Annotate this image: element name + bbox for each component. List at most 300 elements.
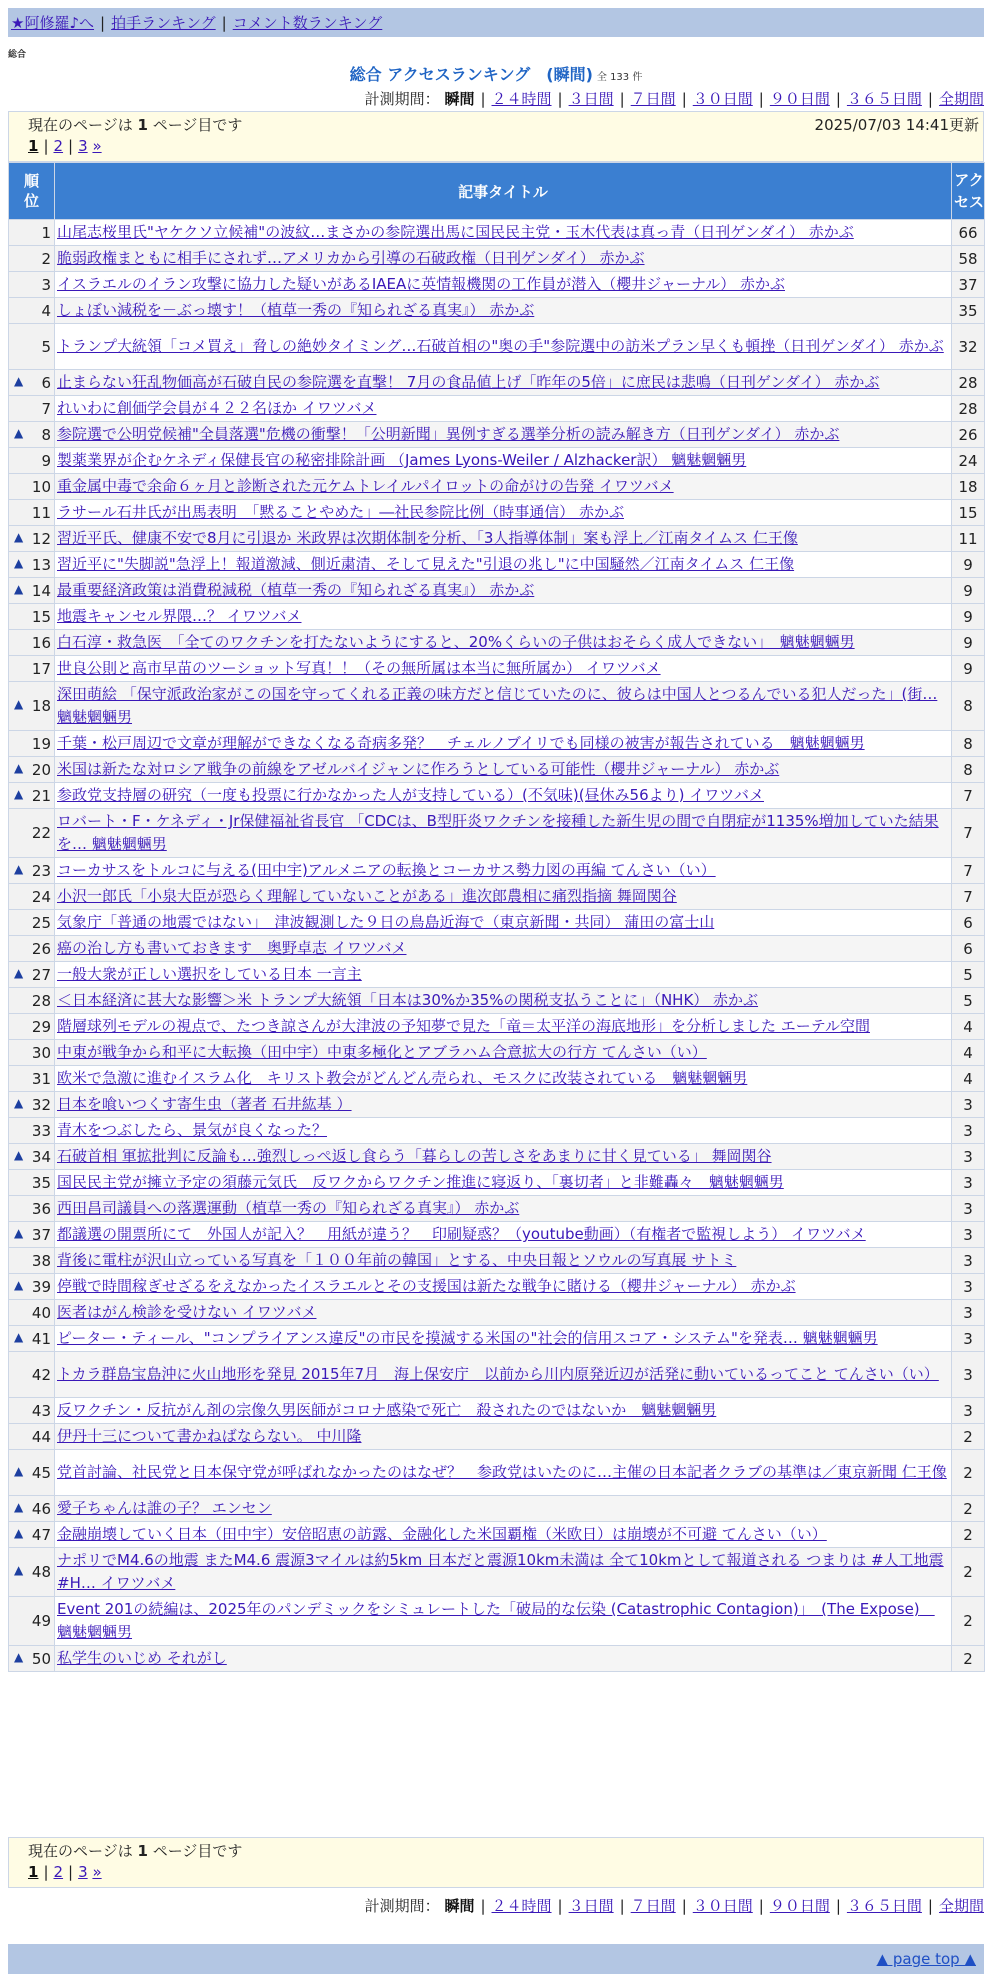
title-cell <box>55 936 952 962</box>
title-cell <box>55 962 952 988</box>
article-title-link[interactable]: ナポリでM4.6の地震 またM4.6 震源3マイルは約5km 日本だと震源10km未満は 全て10kmとして報道される つまりは #人工地震 #H… イワツバメ <box>57 1551 944 1592</box>
article-title-link[interactable]: 石破首相 軍拡批判に反論も…強烈しっぺ返し食らう「暮らしの苦しさをあまりに甘く見ている」 舞岡関谷 <box>57 1147 772 1165</box>
period-separator: | <box>480 1897 486 1915</box>
access-count: 9 <box>952 630 985 656</box>
table-row <box>9 988 985 1014</box>
rank-cell <box>9 630 55 656</box>
rank-number: 43 <box>31 1401 51 1420</box>
pager-page-link[interactable]: 2 <box>53 1863 64 1881</box>
period-option-link[interactable]: ３６５日間 <box>846 1897 922 1915</box>
period-option-link[interactable]: ３０日間 <box>692 1897 753 1915</box>
article-title-link[interactable]: 中東が戦争から和平に大転換（田中宇）中東多極化とアブラハム合意拡大の行方 てんさい（い） <box>57 1043 707 1061</box>
period-separator: | <box>758 90 764 108</box>
period-current: 瞬間 <box>444 1897 475 1915</box>
period-current: 瞬間 <box>444 90 475 108</box>
access-count: 9 <box>952 552 985 578</box>
pager-next-link[interactable]: » <box>92 137 102 155</box>
article-title-link[interactable]: 米国は新たな対ロシア戦争の前線をアゼルバイジャンに作ろうとしている可能性（櫻井ジャーナル） 赤かぶ <box>57 760 780 778</box>
title-cell <box>55 448 952 474</box>
title-cell <box>55 246 952 272</box>
title-cell <box>55 370 952 396</box>
applause-ranking-link[interactable]: 拍手ランキング <box>111 14 216 32</box>
access-count: 2 <box>952 1522 985 1548</box>
up-arrow-icon: ▲ <box>14 555 24 570</box>
rank-number: 35 <box>31 1173 51 1192</box>
article-title-link[interactable]: 愛子ちゃんは誰の子？ エンセン <box>57 1499 272 1517</box>
article-title-link[interactable]: 階層球列モデルの視点で、たつき諒さんが大津波の予知夢で見た「竜＝太平洋の海底地形」を分析しました エーテル空間 <box>57 1017 870 1035</box>
pager-separator: | <box>68 1863 74 1881</box>
table-row <box>9 884 985 910</box>
rank-cell <box>9 988 55 1014</box>
article-title-link[interactable]: 止まらない狂乱物価高が石破自民の参院選を直撃！ 7月の食品値上げ「昨年の5倍」に庶民は悲鳴（日刊ゲンダイ） 赤かぶ <box>57 373 880 391</box>
rank-cell <box>9 1222 55 1248</box>
article-title-link[interactable]: 山尾志桜里氏"ヤケクソ立候補"の波紋…まさかの参院選出馬に国民民主党・玉木代表は真っ青（日刊ゲンダイ） 赤かぶ <box>57 223 854 241</box>
pager-current-page: 1 <box>28 137 39 155</box>
rank-cell <box>9 731 55 757</box>
period-option-link[interactable]: ３日間 <box>568 90 614 108</box>
rank-cell <box>9 783 55 809</box>
title-cell <box>55 396 952 422</box>
article-title-link[interactable]: 一般大衆が正しい選択をしている日本 一言主 <box>57 965 362 983</box>
rank-number: 28 <box>31 991 51 1010</box>
period-separator: | <box>557 90 563 108</box>
rank-cell <box>9 1248 55 1274</box>
up-arrow-icon: ▲ <box>14 1329 24 1344</box>
rank-cell <box>9 1424 55 1450</box>
rank-number: 27 <box>31 965 51 984</box>
article-title-link[interactable]: 白石淳・救急医 「全てのワクチンを打たないようにすると、20%くらいの子供はおそらく成人できない」 魑魅魍魎男 <box>57 633 855 651</box>
current-page-text <box>28 1840 242 1861</box>
article-title-link[interactable]: 日本を喰いつくす寄生虫（著者 石井紘基 ） <box>57 1095 352 1113</box>
pager-page-link[interactable]: 3 <box>78 1863 88 1881</box>
article-title-link[interactable]: 脆弱政権まともに相手にされず…アメリカから引導の石破政権（日刊ゲンダイ） 赤かぶ <box>57 249 645 267</box>
ranking-table <box>8 162 985 1672</box>
access-count: 6 <box>952 910 985 936</box>
article-title-link[interactable]: ＜日本経済に甚大な影響＞米 トランプ大統領「日本は30%か35%の関税支払うことに」（NHK） 赤かぶ <box>57 991 759 1009</box>
period-option-link[interactable]: ９０日間 <box>769 1897 830 1915</box>
page-text-before: 現在のページは <box>28 1842 138 1860</box>
title-cell <box>55 1014 952 1040</box>
table-row <box>9 1066 985 1092</box>
period-separator: | <box>619 90 625 108</box>
rank-number: 26 <box>31 939 51 958</box>
article-title-link[interactable]: 習近平に"失脚説"急浮上！報道激減、側近粛清、そして見えた"引退の兆し"に中国騒然／江南タイムス 仁王像 <box>57 555 795 573</box>
table-row <box>9 757 985 783</box>
page-info-box-bottom <box>8 1837 984 1888</box>
article-title-link[interactable]: 深田萌絵 「保守派政治家がこの国を守ってくれる正義の味方だと信じていたのに、彼らは中国人とつるんでいる犯人だった」(街… 魑魅魍魎男 <box>57 685 938 726</box>
access-count: 2 <box>952 1496 985 1522</box>
table-row <box>9 1274 985 1300</box>
title-cell <box>55 1496 952 1522</box>
current-page-number: 1 <box>137 116 148 134</box>
rank-number: 42 <box>31 1365 51 1384</box>
period-option-link[interactable]: ３６５日間 <box>846 90 922 108</box>
period-separator: | <box>927 1897 933 1915</box>
table-header-row <box>9 163 985 220</box>
period-option-link[interactable]: ７日間 <box>630 90 676 108</box>
title-cell <box>55 298 952 324</box>
title-cell <box>55 1548 952 1597</box>
rank-cell <box>9 1066 55 1092</box>
article-title-link[interactable]: トカラ群島宝島沖に火山地形を発見 2015年7月 海上保安庁 以前から川内原発近辺が活発に動いているってこと てんさい（い） <box>57 1365 939 1383</box>
rank-cell <box>9 656 55 682</box>
rank-number: 47 <box>31 1525 51 1544</box>
up-arrow-icon: ▲ <box>14 1563 24 1577</box>
rank-cell <box>9 1352 55 1398</box>
access-count: 58 <box>952 246 985 272</box>
up-arrow-icon: ▲ <box>14 760 24 775</box>
access-count: 8 <box>952 757 985 783</box>
article-title-link[interactable]: 製薬業界が企むケネディ保健長官の秘密排除計画 （James Lyons-Weiler / Alzhacker訳） 魑魅魍魎男 <box>57 451 747 469</box>
rank-cell <box>9 1196 55 1222</box>
table-row <box>9 1597 985 1646</box>
access-count: 6 <box>952 936 985 962</box>
up-arrow-icon: ▲ <box>14 1225 24 1240</box>
pager-separator: | <box>68 137 74 155</box>
article-title-link[interactable]: 青木をつぶしたら、景気が良くなった？ <box>57 1121 328 1139</box>
access-count: 3 <box>952 1092 985 1118</box>
rank-cell <box>9 448 55 474</box>
period-separator: | <box>758 1897 764 1915</box>
rank-number: 5 <box>41 337 51 356</box>
table-row <box>9 1144 985 1170</box>
pager-page-link[interactable]: 2 <box>53 137 64 155</box>
rank-cell <box>9 1274 55 1300</box>
up-arrow-icon: ▲ <box>14 697 24 711</box>
access-count: 11 <box>952 526 985 552</box>
rank-number: 41 <box>31 1329 51 1348</box>
rank-number: 44 <box>31 1427 51 1446</box>
access-count: 3 <box>952 1274 985 1300</box>
rank-number: 37 <box>31 1225 51 1244</box>
rank-cell <box>9 1646 55 1672</box>
rank-cell <box>9 1597 55 1646</box>
period-option-link[interactable]: ２４時間 <box>491 1897 552 1915</box>
title-cell <box>55 474 952 500</box>
table-row <box>9 682 985 731</box>
rank-number: 38 <box>31 1251 51 1270</box>
rank-cell <box>9 1300 55 1326</box>
period-option-link[interactable]: ２４時間 <box>491 90 552 108</box>
rank-cell <box>9 1014 55 1040</box>
footer-bar <box>8 1944 984 1974</box>
rank-cell <box>9 396 55 422</box>
table-row <box>9 500 985 526</box>
rank-cell <box>9 1548 55 1597</box>
table-row <box>9 962 985 988</box>
access-count: 2 <box>952 1450 985 1496</box>
access-count: 8 <box>952 731 985 757</box>
article-title-link[interactable]: 停戦で時間稼ぎせざるをえなかったイスラエルとその支援国は新たな戦争に賭ける（櫻井ジャーナル） 赤かぶ <box>57 1277 796 1295</box>
pager-next-link[interactable]: » <box>92 1863 102 1881</box>
rank-number: 32 <box>31 1095 51 1114</box>
title-cell <box>55 731 952 757</box>
page-top-link[interactable]: ▲ page top ▲ <box>876 1950 976 1968</box>
access-count: 7 <box>952 809 985 858</box>
table-row <box>9 1450 985 1496</box>
table-row <box>9 1646 985 1672</box>
article-title-link[interactable]: 欧米で急激に進むイスラム化 キリスト教会がどんどん売られ、モスクに改装されている 魑魅魍魎男 <box>57 1069 748 1087</box>
period-separator: | <box>835 90 841 108</box>
title-cell <box>55 783 952 809</box>
article-title-link[interactable]: ラサール石井氏が出馬表明 「黙ることやめた」―社民参院比例（時事通信） 赤かぶ <box>57 503 624 521</box>
rank-number: 15 <box>31 607 51 626</box>
pager-separator: | <box>43 1863 49 1881</box>
period-option-link[interactable]: 全期間 <box>938 1897 984 1915</box>
article-title-link[interactable]: 医者はがん検診を受けない イワツバメ <box>57 1303 317 1321</box>
nav-separator: | <box>100 13 106 32</box>
title-cell <box>55 324 952 370</box>
title-cell <box>55 1248 952 1274</box>
access-count: 15 <box>952 500 985 526</box>
title-cell <box>55 1144 952 1170</box>
rank-number: 8 <box>41 425 51 444</box>
table-row <box>9 783 985 809</box>
rank-number: 9 <box>41 451 51 470</box>
access-count: 26 <box>952 422 985 448</box>
article-title-link[interactable]: トランプ大統領「コメ買え」脅しの絶妙タイミング…石破首相の"奥の手"参院選中の訪米プラン早くも頓挫（日刊ゲンダイ） 赤かぶ <box>57 337 944 355</box>
access-count: 9 <box>952 578 985 604</box>
rank-cell <box>9 858 55 884</box>
updated-timestamp: 2025/07/03 14:41更新 <box>814 116 979 134</box>
table-row <box>9 1040 985 1066</box>
title-cell <box>55 884 952 910</box>
up-arrow-icon: ▲ <box>14 529 24 544</box>
rank-cell <box>9 1170 55 1196</box>
table-row <box>9 1248 985 1274</box>
period-option-link[interactable]: ９０日間 <box>769 90 830 108</box>
table-row <box>9 731 985 757</box>
page-text-before: 現在のページは <box>28 116 138 134</box>
access-count: 9 <box>952 656 985 682</box>
rank-cell <box>9 682 55 731</box>
article-title-link[interactable]: 金融崩壊していく日本（田中宇）安倍昭恵の訪露、金融化した米国覇権（米欧日）は崩壊が不可避 てんさい（い） <box>57 1525 827 1543</box>
rank-number: 33 <box>31 1121 51 1140</box>
title-cell <box>55 1040 952 1066</box>
access-count: 3 <box>952 1118 985 1144</box>
rank-number: 16 <box>31 633 51 652</box>
article-title-link[interactable]: 反ワクチン・反抗がん剤の宗像久男医師がコロナ感染で死亡 殺されたのではないか 魑魅魍魎男 <box>57 1401 717 1419</box>
title-cell <box>55 988 952 1014</box>
article-title-link[interactable]: 最重要経済政策は消費税減税（植草一秀の『知られざる真実』） 赤かぶ <box>57 581 535 599</box>
article-title-link[interactable]: 伊丹十三について書かねばならない。 中川隆 <box>57 1427 362 1445</box>
rank-number: 25 <box>31 913 51 932</box>
rank-number: 19 <box>31 734 51 753</box>
rank-cell <box>9 422 55 448</box>
access-count: 3 <box>952 1222 985 1248</box>
nav-separator: | <box>221 13 227 32</box>
title-cell <box>55 1170 952 1196</box>
table-row <box>9 656 985 682</box>
rank-number: 31 <box>31 1069 51 1088</box>
pager-separator: | <box>43 137 49 155</box>
period-label: 計測期間： <box>364 1897 440 1915</box>
rank-number: 48 <box>31 1563 51 1581</box>
table-row <box>9 1496 985 1522</box>
rank-number: 18 <box>31 697 51 715</box>
title-cell <box>55 682 952 731</box>
article-title-link[interactable]: 背後に電柱が沢山立っている写真を「１００年前の韓国」とする、中央日報とソウルの写真展 サトミ <box>57 1251 737 1269</box>
rank-number: 39 <box>31 1277 51 1296</box>
title-cell <box>55 809 952 858</box>
article-title-link[interactable]: 参政党支持層の研究（一度も投票に行かなかった人が支持している）(不気味)(昼休み56より) イワツバメ <box>57 786 764 804</box>
page-info-box <box>8 111 984 162</box>
rank-cell <box>9 884 55 910</box>
table-row <box>9 272 985 298</box>
article-title-link[interactable]: イスラエルのイラン攻撃に協力した疑いがあるIAEAに英情報機関の工作員が潜入（櫻井ジャーナル） 赤かぶ <box>57 275 785 293</box>
table-row <box>9 1522 985 1548</box>
article-title-link[interactable]: 気象庁「普通の地震ではない」 津波観測した９日の鳥島近海で（東京新聞・共同） 蒲田の富士山 <box>57 913 715 931</box>
title-cell <box>55 220 952 246</box>
title-cell <box>55 552 952 578</box>
period-option-link[interactable]: ３日間 <box>568 1897 614 1915</box>
up-arrow-icon: ▲ <box>14 581 24 596</box>
table-row <box>9 578 985 604</box>
rank-cell <box>9 1040 55 1066</box>
access-count: 4 <box>952 1066 985 1092</box>
title-cell <box>55 630 952 656</box>
rank-number: 24 <box>31 887 51 906</box>
page-text-after: ページ目です <box>147 1842 243 1860</box>
table-row <box>9 1092 985 1118</box>
up-arrow-icon: ▲ <box>14 1649 24 1664</box>
access-count: 24 <box>952 448 985 474</box>
title-cell <box>55 1424 952 1450</box>
article-title-link[interactable]: 千葉・松戸周辺で文章が理解ができなくなる奇病多発？ チェルノブイリでも同様の被害が報告されている 魑魅魍魎男 <box>57 734 865 752</box>
article-title-link[interactable]: しょぼい減税を－ぶっ壊す！（植草一秀の『知られざる真実』） 赤かぶ <box>57 301 535 319</box>
up-arrow-icon: ▲ <box>14 425 24 440</box>
rank-number: 50 <box>31 1649 51 1668</box>
access-count: 5 <box>952 962 985 988</box>
access-count: 2 <box>952 1597 985 1646</box>
rank-number: 46 <box>31 1499 51 1518</box>
title-cell <box>55 1352 952 1398</box>
rank-cell <box>9 370 55 396</box>
table-row <box>9 1300 985 1326</box>
up-arrow-icon: ▲ <box>14 965 24 980</box>
rank-number: 49 <box>31 1612 51 1630</box>
access-count: 3 <box>952 1352 985 1398</box>
up-arrow-icon: ▲ <box>14 861 24 876</box>
title-cell <box>55 757 952 783</box>
pager-page-link[interactable]: 3 <box>78 137 88 155</box>
article-title-link[interactable]: 参院選で公明党候補"全員落選"危機の衝撃！「公明新聞」異例すぎる選挙分析の読み解き方（日刊ゲンダイ） 赤かぶ <box>57 425 840 443</box>
table-row <box>9 809 985 858</box>
rank-cell <box>9 298 55 324</box>
title-cell <box>55 604 952 630</box>
up-arrow-icon: ▲ <box>14 1277 24 1292</box>
title-cell <box>55 422 952 448</box>
access-count: 3 <box>952 1144 985 1170</box>
article-title-link[interactable]: れいわに創価学会員が４２２名ほか イワツバメ <box>57 399 377 417</box>
rank-number: 40 <box>31 1303 51 1322</box>
title-cell <box>55 1274 952 1300</box>
table-row <box>9 1196 985 1222</box>
rank-cell <box>9 526 55 552</box>
article-title-link[interactable]: 世良公則と高市早苗のツーショット写真！！（その無所属は本当に無所属か） イワツバメ <box>57 659 661 677</box>
current-page-text <box>28 114 242 135</box>
col-title-header: 記事タイトル <box>55 163 952 220</box>
access-count: 3 <box>952 1326 985 1352</box>
period-option-link[interactable]: ７日間 <box>630 1897 676 1915</box>
period-separator: | <box>557 1897 563 1915</box>
period-option-link[interactable]: 全期間 <box>938 90 984 108</box>
rank-number: 14 <box>31 581 51 600</box>
table-row <box>9 324 985 370</box>
page-text-after: ページ目です <box>147 116 243 134</box>
rank-cell <box>9 220 55 246</box>
article-title-link[interactable]: 地震キャンセル界隈…？ イワツバメ <box>57 607 302 625</box>
rank-cell <box>9 1092 55 1118</box>
article-title-link[interactable]: コーカサスをトルコに与える(田中宇)アルメニアの転換とコーカサス勢力図の再編 てんさい（い） <box>57 861 716 879</box>
table-row <box>9 858 985 884</box>
access-count: 2 <box>952 1646 985 1672</box>
rank-cell <box>9 604 55 630</box>
article-title-link[interactable]: 党首討論、社民党と日本保守党が呼ばれなかったのはなぜ？ 参政党はいたのに…主催の日本記者クラブの基準は／東京新聞 仁王像 <box>57 1463 947 1481</box>
rank-cell <box>9 1450 55 1496</box>
period-separator: | <box>927 90 933 108</box>
article-title-link[interactable]: 重金属中毒で余命６ヶ月と診断された元ケムトレイルパイロットの命がけの告発 イワツバメ <box>57 477 674 495</box>
access-count: 35 <box>952 298 985 324</box>
access-count: 7 <box>952 884 985 910</box>
table-row <box>9 370 985 396</box>
title-cell <box>55 910 952 936</box>
home-link[interactable]: ★阿修羅♪へ <box>11 14 95 32</box>
rank-number: 6 <box>41 373 51 392</box>
col-rank-header: 順位 <box>9 163 55 220</box>
table-row <box>9 1424 985 1450</box>
article-title-link[interactable]: 小沢一郎氏「小泉大臣が恐らく理解していないことがある」進次郎農相に痛烈指摘 舞岡関谷 <box>57 887 677 905</box>
access-count: 3 <box>952 1170 985 1196</box>
article-title-link[interactable]: Event 201の続編は、2025年のパンデミックをシミュレートした「破局的な伝染 (Catastrophic Contagion)」 (The Expose) 魑魅魍魎男 <box>57 1600 935 1641</box>
rank-number: 20 <box>31 760 51 779</box>
rank-cell <box>9 474 55 500</box>
rank-number: 22 <box>31 824 51 842</box>
rank-number: 12 <box>31 529 51 548</box>
rank-number: 21 <box>31 786 51 805</box>
article-title-link[interactable]: ピーター・ティール、"コンプライアンス違反"の市民を摸滅する米国の"社会的信用スコア・システム"を発表… 魑魅魍魎男 <box>57 1329 878 1347</box>
article-title-link[interactable]: 習近平氏、健康不安で8月に引退か 米政界は次期体制を分析、「3人指導体制」案も浮上／江南タイムス 仁王像 <box>57 529 798 547</box>
article-title-link[interactable]: ロバート・F・ケネディ・Jr保健福祉省長官 「CDCは、B型肝炎ワクチンを接種した新生児の間で自閉症が1135%増加していた結果を… 魑魅魍魎男 <box>57 812 939 853</box>
period-option-link[interactable]: ３０日間 <box>692 90 753 108</box>
period-label: 計測期間： <box>364 90 440 108</box>
article-title-link[interactable]: 私学生のいじめ それがし <box>57 1649 227 1667</box>
access-count: 32 <box>952 324 985 370</box>
comment-ranking-link[interactable]: コメント数ランキング <box>232 14 383 32</box>
current-page-number: 1 <box>137 1842 148 1860</box>
access-count: 18 <box>952 474 985 500</box>
access-count: 9 <box>952 604 985 630</box>
article-title-link[interactable]: 西田昌司議員への落選運動（植草一秀の『知られざる真実』） 赤かぶ <box>57 1199 520 1217</box>
table-row <box>9 1222 985 1248</box>
title-cell <box>55 1066 952 1092</box>
article-title-link[interactable]: 都議選の開票所にて 外国人が記入？ 用紙が違う？ 印刷疑惑？（youtube動画）（有権者で監視しよう） イワツバメ <box>57 1225 866 1243</box>
pagination <box>28 1863 102 1881</box>
pager-current-page: 1 <box>28 1863 39 1881</box>
rank-number: 34 <box>31 1147 51 1166</box>
rank-number: 23 <box>31 861 51 880</box>
period-separator: | <box>835 1897 841 1915</box>
table-row <box>9 910 985 936</box>
title-cell <box>55 500 952 526</box>
access-count: 4 <box>952 1040 985 1066</box>
title-cell <box>55 656 952 682</box>
rank-cell <box>9 910 55 936</box>
article-title-link[interactable]: 国民民主党が擁立予定の須藤元気氏 反ワクからワクチン推進に寝返り、「裏切者」と非難轟々 魑魅魍魎男 <box>57 1173 784 1191</box>
table-row <box>9 448 985 474</box>
article-title-link[interactable]: 癌の治し方も書いておきます 奥野卓志 イワツバメ <box>57 939 407 957</box>
table-row <box>9 936 985 962</box>
